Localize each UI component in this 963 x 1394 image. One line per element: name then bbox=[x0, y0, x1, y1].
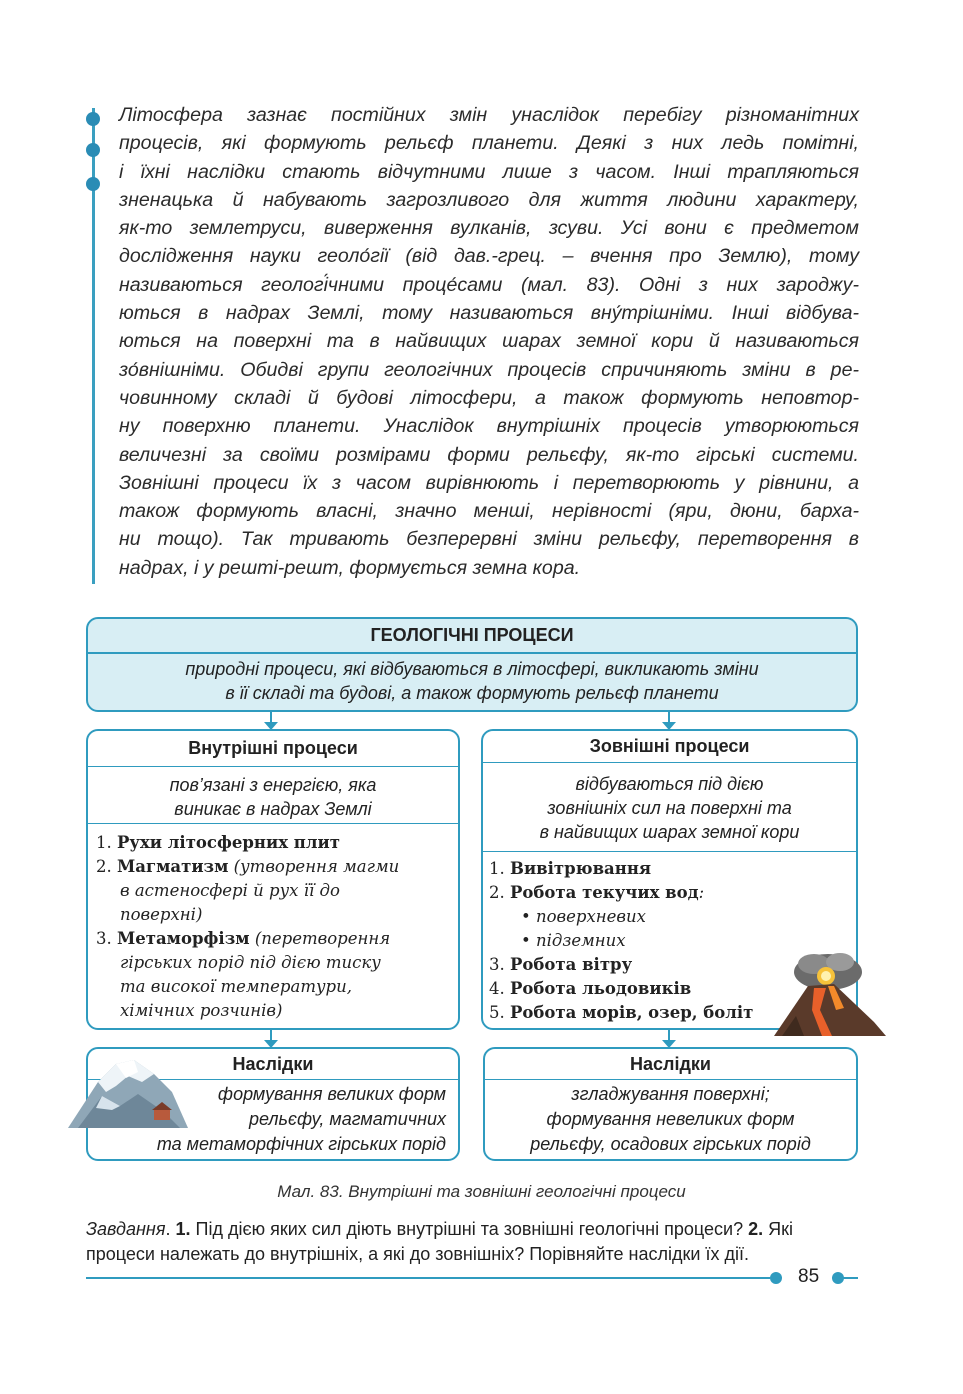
list-item: 1. Рухи літосферних плит bbox=[96, 833, 340, 852]
task-number: 2. bbox=[748, 1219, 764, 1239]
external-consequences-text bbox=[485, 1080, 856, 1157]
external-description bbox=[483, 763, 856, 852]
list-subitem: • підземних bbox=[521, 931, 626, 950]
list-subitem: • поверхневих bbox=[521, 907, 646, 926]
intro-line: процесів, які формують рельєф планети. Деякі з них ледь помітні, bbox=[119, 132, 859, 155]
definition-line: в її складі та будові, а також формують рельєф планети bbox=[225, 683, 719, 703]
intro-line: надрах, і у решті-решт, формується земна кора. bbox=[119, 556, 581, 579]
list-item: 2. Магматизм (утворення магми bbox=[96, 857, 400, 876]
list-item: 3. Метаморфізм (перетворення bbox=[96, 929, 391, 948]
task-question: Які процеси належать до внутрішніх, а які до зовнішніх? Порівняйте наслідки їх дії. bbox=[86, 1219, 793, 1264]
page-dot-icon bbox=[770, 1272, 782, 1284]
task-number: 1. bbox=[175, 1219, 191, 1239]
intro-line: ються на поверхні та в найвищих шарах земної кори й називаються bbox=[119, 330, 859, 353]
task-label: Завдання bbox=[86, 1219, 166, 1239]
intro-line: також формують власні, значно менші, нерівності (яри, дюни, барха- bbox=[119, 500, 859, 523]
intro-line: зо́внішніми. Обидві групи геологічних процесів спричиняють зміни в ре- bbox=[119, 358, 859, 381]
volcano-illustration bbox=[774, 950, 886, 1038]
footer-rule bbox=[836, 1277, 858, 1279]
arrow-down-icon bbox=[668, 1030, 670, 1044]
task-text: Завдання. 1. Під дією яких сил діють внутрішні та зовнішні геологічні процеси? 2. Які процеси належать до внутрішніх, а які до зовнішніх? Порівняйте наслідки їх дії. bbox=[86, 1219, 793, 1264]
list-item: 5. Робота морів, озер, боліт bbox=[489, 1003, 754, 1022]
intro-paragraph bbox=[119, 101, 859, 582]
arrow-down-icon bbox=[270, 712, 272, 726]
list-item: 4. Робота льодовиків bbox=[489, 979, 692, 998]
list-item-continuation: в астеносфері й рух її до bbox=[120, 881, 340, 900]
bullet-dot-icon bbox=[86, 177, 100, 191]
intro-line: Літосфера зазнає постійних змін унаслідок перебігу різноманітних bbox=[119, 104, 859, 126]
mountain-illustration bbox=[68, 1052, 188, 1130]
arrow-down-icon bbox=[270, 1030, 272, 1044]
definition-line: природні процеси, які відбуваються в літосфері, викликають зміни bbox=[185, 659, 759, 679]
description-line: відбуваються під дією bbox=[575, 774, 764, 794]
intro-line: ються в надрах Землі, тому називаються вну́трішніми. Інші відбува- bbox=[119, 302, 859, 325]
list-item-continuation: гірських порід під дією тиску bbox=[120, 953, 381, 972]
external-title: Зовнішні процеси bbox=[483, 731, 856, 763]
intro-line: і їхні наслідки стають відчутними лише з часом. Інші трапляються bbox=[119, 160, 859, 183]
consequences-title: Наслідки bbox=[88, 1049, 458, 1080]
external-consequences-box bbox=[483, 1047, 858, 1161]
intro-line: човинному складі й будові літосфери, а також формують неповтор- bbox=[119, 386, 859, 409]
list-item: 3. Робота вітру bbox=[489, 955, 633, 974]
list-item-continuation: хімічних розчинів) bbox=[120, 1001, 283, 1020]
description-line: пов’язані з енергією, яка bbox=[169, 775, 377, 795]
bullet-dot-icon bbox=[86, 143, 100, 157]
intro-line: ну поверхню планети. Унаслідок внутрішніх процесів утворюються bbox=[119, 415, 859, 438]
bullet-dot-icon bbox=[86, 112, 100, 126]
description-line: виникає в надрах Землі bbox=[174, 799, 372, 819]
intro-line: як-то землетруси, виверження вулканів, зсуви. Усі вони є предметом bbox=[119, 217, 859, 240]
consequences-line: формування невеликих форм bbox=[546, 1109, 795, 1129]
consequences-line: формування великих форм bbox=[217, 1084, 446, 1104]
task-question: Під дією яких сил діють внутрішні та зовнішні геологічні процеси? bbox=[190, 1219, 749, 1239]
footer-rule bbox=[86, 1277, 770, 1279]
page-number: 85 bbox=[798, 1266, 820, 1287]
intro-line: Зовнішні процеси їх з часом вирівнюють і перетворюють у рівнини, а bbox=[119, 471, 859, 494]
consequences-title: Наслідки bbox=[485, 1049, 856, 1080]
internal-list bbox=[88, 824, 458, 1023]
geological-processes-box bbox=[86, 617, 858, 712]
intro-line: називаються геологі́чними проце́сами (мал. 83). Одні з них зароджу- bbox=[119, 273, 859, 296]
internal-title: Внутрішні процеси bbox=[88, 731, 458, 767]
intro-line: ни тощо). Так тривають безперервні зміни рельєфу, перетворення в bbox=[119, 528, 859, 551]
consequences-line: рельєфу, магматичних bbox=[248, 1109, 446, 1129]
description-line: зовнішніх сил на поверхні та bbox=[547, 798, 792, 818]
consequences-line: згладжування поверхні; bbox=[571, 1084, 770, 1104]
consequences-line: рельєфу, осадових гірських порід bbox=[530, 1134, 811, 1154]
list-item: 1. Вивітрювання bbox=[489, 859, 652, 878]
description-line: в найвищих шарах земної кори bbox=[539, 822, 800, 842]
list-item-continuation: та високої температури, bbox=[120, 977, 352, 996]
figure-caption: Мал. 83. Внутрішні та зовнішні геологічні процеси bbox=[277, 1182, 686, 1201]
arrow-down-icon bbox=[668, 712, 670, 726]
diagram-definition bbox=[88, 654, 856, 705]
internal-description bbox=[88, 767, 458, 824]
intro-line: дослідження науки геоло́гії (від дав.-грец. – вчення про Землю), тому bbox=[119, 245, 859, 268]
intro-line: зненацька й набувають загрозливого для життя людини характеру, bbox=[119, 188, 859, 211]
internal-processes-box bbox=[86, 729, 460, 1030]
intro-line: величезні за своїми розмірами форми рельєфу, як-то гірські системи. bbox=[119, 443, 859, 466]
list-item-continuation: поверхні) bbox=[120, 905, 203, 924]
consequences-line: та метаморфічних гірських порід bbox=[156, 1134, 446, 1154]
diagram-title: ГЕОЛОГІЧНІ ПРОЦЕСИ bbox=[88, 619, 856, 654]
list-item: 2. Робота текучих вод: bbox=[489, 883, 705, 902]
